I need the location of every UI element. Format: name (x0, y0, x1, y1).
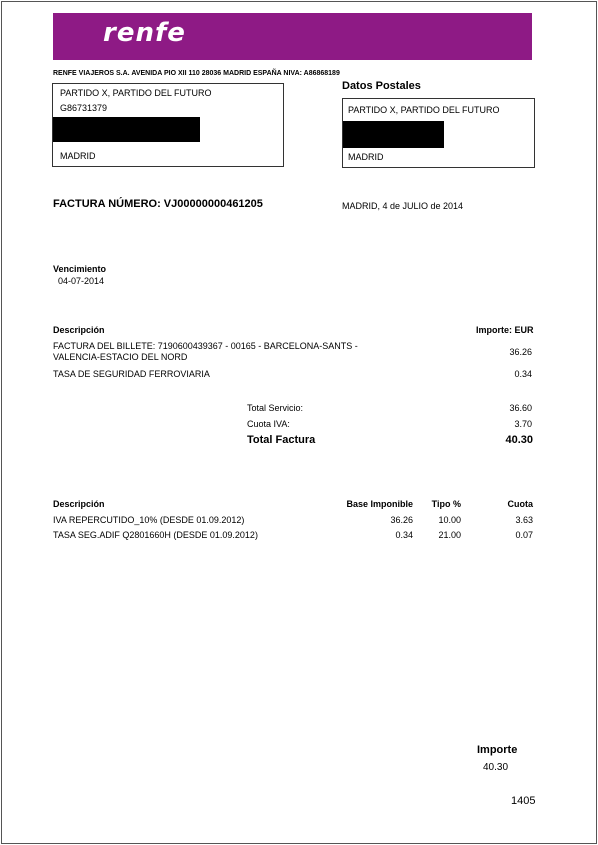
tax-row-2-rate: 21.00 (438, 530, 461, 540)
redaction-block (53, 117, 200, 142)
item-1-amount: 36.26 (509, 347, 532, 357)
redaction-block (343, 121, 444, 148)
item-2-amount: 0.34 (514, 369, 532, 379)
company-address-line: RENFE VIAJEROS S.A. AVENIDA PIO XII 110 28036 MADRID ESPAÑA NIVA: A86868189 (53, 70, 340, 77)
items-amount-header: Importe: EUR (476, 325, 534, 335)
billing-city: MADRID (60, 151, 96, 161)
tax-amount-header: Cuota (507, 499, 533, 509)
vat-label: Cuota IVA: (247, 419, 290, 429)
importe-label: Importe (477, 744, 518, 756)
due-label: Vencimiento (53, 264, 107, 274)
item-1-desc-line2: VALENCIA-ESTACIO DEL NORD (53, 352, 188, 362)
due-date: 04-07-2014 (58, 276, 105, 286)
total-service-label: Total Servicio: (247, 403, 304, 413)
tax-row-1-rate: 10.00 (438, 515, 461, 525)
item-1-desc-line1: FACTURA DEL BILLETE: 7190600439367 - 00165 - BARCELONA-SANTS - (53, 341, 358, 351)
tax-row-1-desc: IVA REPERCUTIDO_10% (DESDE 01.09.2012) (53, 515, 245, 525)
total-invoice-value: 40.30 (505, 434, 533, 446)
invoice-number: FACTURA NÚMERO: VJ00000000461205 (53, 198, 263, 210)
tax-row-1-base: 36.26 (390, 515, 413, 525)
tax-row-2-desc: TASA SEG.ADIF Q2801660H (DESDE 01.09.2012) (53, 530, 258, 540)
postal-heading: Datos Postales (342, 80, 421, 92)
items-desc-header: Descripción (53, 325, 105, 335)
renfe-logo: renfe (103, 18, 186, 48)
importe-value: 40.30 (483, 762, 509, 773)
billing-tax-id: G86731379 (60, 103, 108, 113)
tax-rate-header: Tipo % (431, 499, 461, 509)
billing-name: PARTIDO X, PARTIDO DEL FUTURO (60, 88, 212, 98)
postal-name: PARTIDO X, PARTIDO DEL FUTURO (348, 105, 500, 115)
total-service-value: 36.60 (509, 403, 532, 413)
page-code: 1405 (511, 795, 536, 807)
tax-base-header: Base Imponible (346, 499, 413, 509)
total-invoice-label: Total Factura (247, 434, 316, 446)
tax-desc-header: Descripción (53, 499, 105, 509)
postal-city: MADRID (348, 152, 384, 162)
tax-row-1-amount: 3.63 (515, 515, 533, 525)
tax-row-2-base: 0.34 (395, 530, 413, 540)
item-2-desc: TASA DE SEGURIDAD FERROVIARIA (53, 369, 210, 379)
vat-value: 3.70 (514, 419, 532, 429)
invoice-date: MADRID, 4 de JULIO de 2014 (342, 201, 464, 211)
tax-row-2-amount: 0.07 (515, 530, 533, 540)
